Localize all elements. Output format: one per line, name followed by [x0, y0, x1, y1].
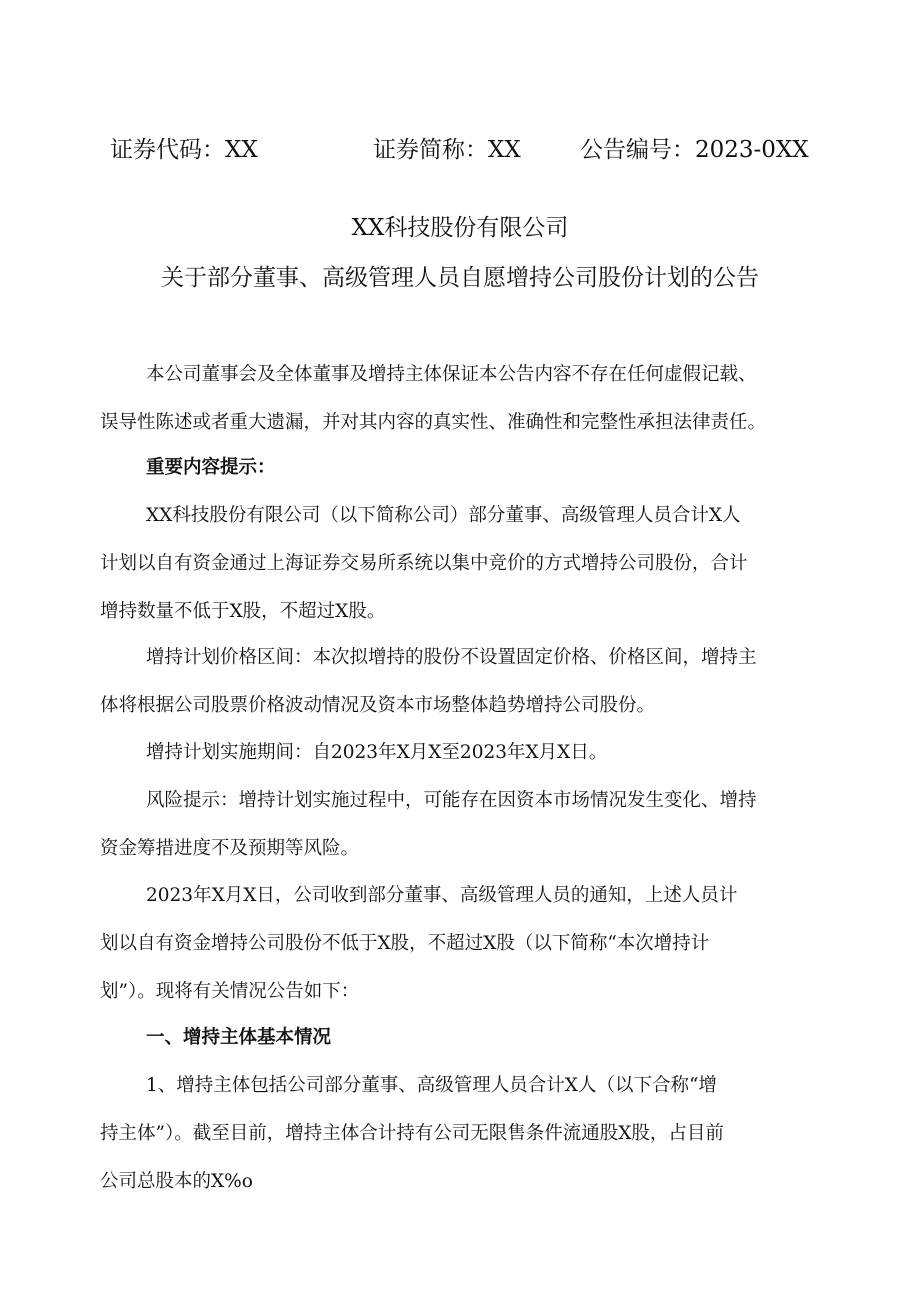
section-item-line: 1、增持主体包括公司部分董事、高级管理人员合计X人（以下合称“增 [146, 1075, 717, 1096]
section-heading-text: 一、增持主体基本情况 [146, 1027, 332, 1048]
key-point-line: XX科技股份有限公司（以下简称公司）部分董事、高级管理人员合计X人 [146, 505, 741, 526]
section-item-line: 公司总股本的X%o [100, 1171, 253, 1192]
section-item-paragraph [100, 1069, 830, 1213]
notice-number: 公告编号：2023-0XX [580, 137, 809, 163]
statement-line: 本公司董事会及全体董事及增持主体保证本公告内容不存在任何虚假记载、 [146, 364, 757, 385]
statement-paragraph [100, 358, 830, 454]
key-point-line: 资金筹措进度不及预期等风险。 [100, 838, 360, 859]
key-point-line: 风险提示：增持计划实施过程中，可能存在因资本市场情况发生变化、增持 [146, 790, 757, 811]
key-points-heading-text: 重要内容提示： [146, 457, 276, 478]
company-title: XX科技股份有限公司 [351, 215, 569, 241]
intro-paragraph [100, 879, 830, 1023]
notice-title: 关于部分董事、高级管理人员自愿增持公司股份计划的公告 [161, 265, 759, 291]
section-heading [100, 1021, 830, 1069]
key-point-paragraph [100, 499, 830, 643]
key-point-line: 增持数量不低于X股，不超过X股。 [100, 601, 386, 622]
intro-line: 2023年X月X日，公司收到部分董事、高级管理人员的通知，上述人员计 [146, 885, 738, 906]
security-abbreviation: 证券简称：XX [373, 137, 521, 163]
intro-line: 划”）。现将有关情况公告如下： [100, 981, 360, 1002]
key-point-line: 体将根据公司股票价格波动情况及资本市场整体趋势增持公司股份。 [100, 695, 656, 716]
document-header [0, 133, 920, 167]
key-point-paragraph [100, 736, 830, 784]
key-point-line: 增持计划实施期间：自2023年X月X至2023年X月X日。 [146, 742, 608, 763]
security-code: 证券代码：XX [110, 137, 258, 163]
key-point-paragraph [100, 641, 830, 737]
key-point-line: 增持计划价格区间：本次拟增持的股份不设置固定价格、价格区间，增持主 [146, 647, 757, 668]
key-point-paragraph [100, 784, 830, 880]
key-point-line: 计划以自有资金通过上海证券交易所系统以集中竞价的方式增持公司股份，合计 [100, 553, 748, 574]
statement-line: 误导性陈述或者重大遗漏，并对其内容的真实性、准确性和完整性承担法律责任。 [100, 412, 767, 433]
intro-line: 划以自有资金增持公司股份不低于X股，不超过X股（以下简称“本次增持计 [100, 933, 710, 954]
key-points-heading [100, 451, 830, 499]
section-item-line: 持主体”）。截至目前，增持主体合计持有公司无限售条件流通股X股，占目前 [100, 1123, 724, 1144]
